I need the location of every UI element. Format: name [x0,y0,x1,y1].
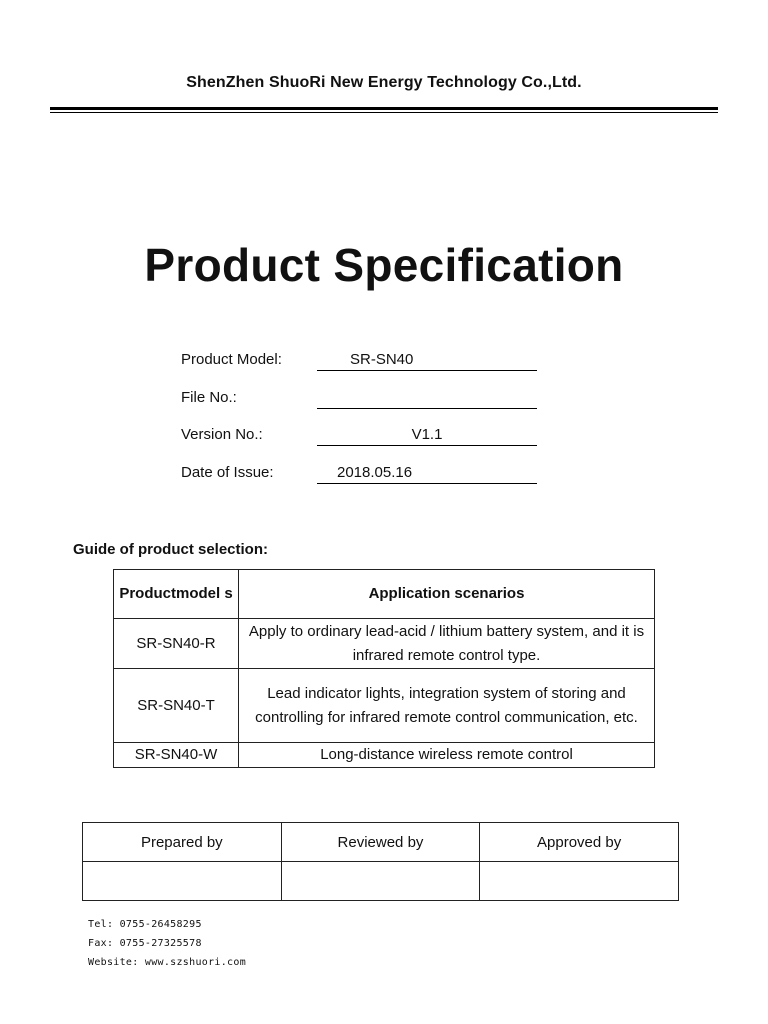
row-scenario: Lead indicator lights, integration system of storing and controlling for infrared remote control communication, etc. [239,669,655,743]
row-scenario: Long-distance wireless remote control [239,743,655,768]
approved-by-header: Approved by [480,823,679,862]
file-no-underline [317,408,537,409]
product-model-underline [317,370,537,371]
prepared-by-header: Prepared by [83,823,282,862]
table-row [114,619,655,669]
date-of-issue-label: Date of Issue: [181,464,274,481]
header-rule-thick [50,107,718,110]
reviewed-by-signature [281,862,480,901]
signoff-signature-row [83,862,679,901]
contact-tel: Tel: 0755-26458295 [88,919,202,930]
prepared-by-signature [83,862,282,901]
version-no-label: Version No.: [181,426,263,443]
product-selection-table [113,569,655,768]
product-model-value: SR-SN40 [350,351,414,368]
header-rule-thin [50,112,718,113]
reviewed-by-header: Reviewed by [281,823,480,862]
table-row [114,743,655,768]
header-application-scenarios: Application scenarios [239,570,655,619]
signoff-table [82,822,679,901]
version-no-value: V1.1 [411,426,443,443]
signoff-header-row [83,823,679,862]
contact-website: Website: www.szshuori.com [88,957,247,968]
row-model: SR-SN40-R [114,619,239,669]
version-no-underline [317,445,537,446]
document-title: Product Specification [144,239,624,291]
date-of-issue-value: 2018.05.16 [337,464,413,481]
contact-fax: Fax: 0755-27325578 [88,938,202,949]
date-of-issue-underline [317,483,537,484]
file-no-label: File No.: [181,389,237,406]
table-header-row [114,570,655,619]
header-product-models: Productmodel s [114,570,239,619]
product-model-label: Product Model: [181,351,282,368]
row-model: SR-SN40-W [114,743,239,768]
approved-by-signature [480,862,679,901]
table-row [114,669,655,743]
row-model: SR-SN40-T [114,669,239,743]
row-scenario: Apply to ordinary lead-acid / lithium battery system, and it is infrared remote control type. [239,619,655,669]
guide-heading: Guide of product selection: [73,541,269,558]
company-name: ShenZhen ShuoRi New Energy Technology Co.,Ltd. [186,74,582,91]
